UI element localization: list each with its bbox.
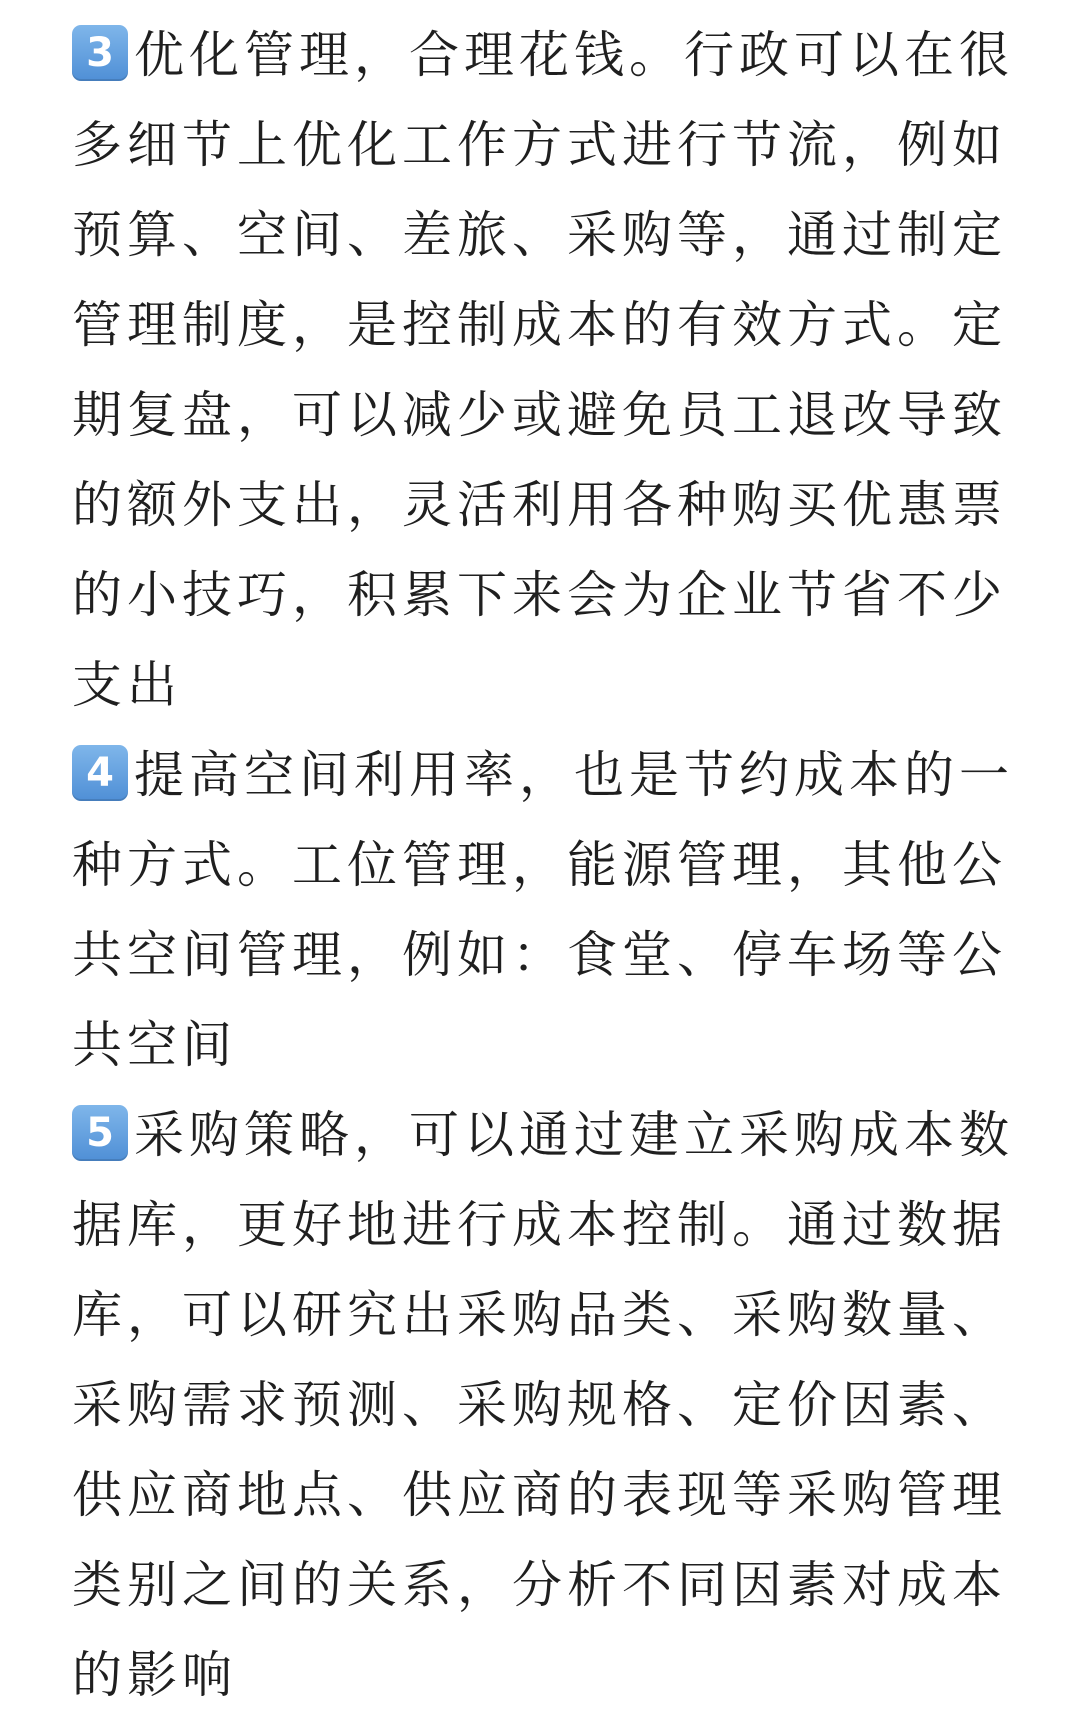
number-4-badge-icon: 4 bbox=[72, 745, 128, 801]
document-body bbox=[72, 10, 1024, 1720]
list-item-text: 优化管理，合理花钱。行政可以在很多细节上优化工作方式进行节流，例如预算、空间、差旅、采购等，通过制定管理制度，是控制成本的有效方式。定期复盘，可以减少或避免员工退改导致的额外支出，灵活利用各种购买优惠票的小技巧，积累下来会为企业节省不少支出 bbox=[72, 26, 1014, 714]
list-item-5 bbox=[72, 1090, 1024, 1720]
number-5-badge-icon: 5 bbox=[72, 1105, 128, 1161]
list-item-text: 提高空间利用率，也是节约成本的一种方式。工位管理，能源管理，其他公共空间管理，例如：食堂、停车场等公共空间 bbox=[72, 746, 1014, 1074]
list-item-text: 采购策略，可以通过建立采购成本数据库，更好地进行成本控制。通过数据库，可以研究出采购品类、采购数量、采购需求预测、采购规格、定价因素、供应商地点、供应商的表现等采购管理类别之间的关系，分析不同因素对成本的影响 bbox=[72, 1106, 1014, 1704]
list-item-3 bbox=[72, 10, 1024, 730]
number-3-badge-icon: 3 bbox=[72, 25, 128, 81]
list-item-4 bbox=[72, 730, 1024, 1090]
